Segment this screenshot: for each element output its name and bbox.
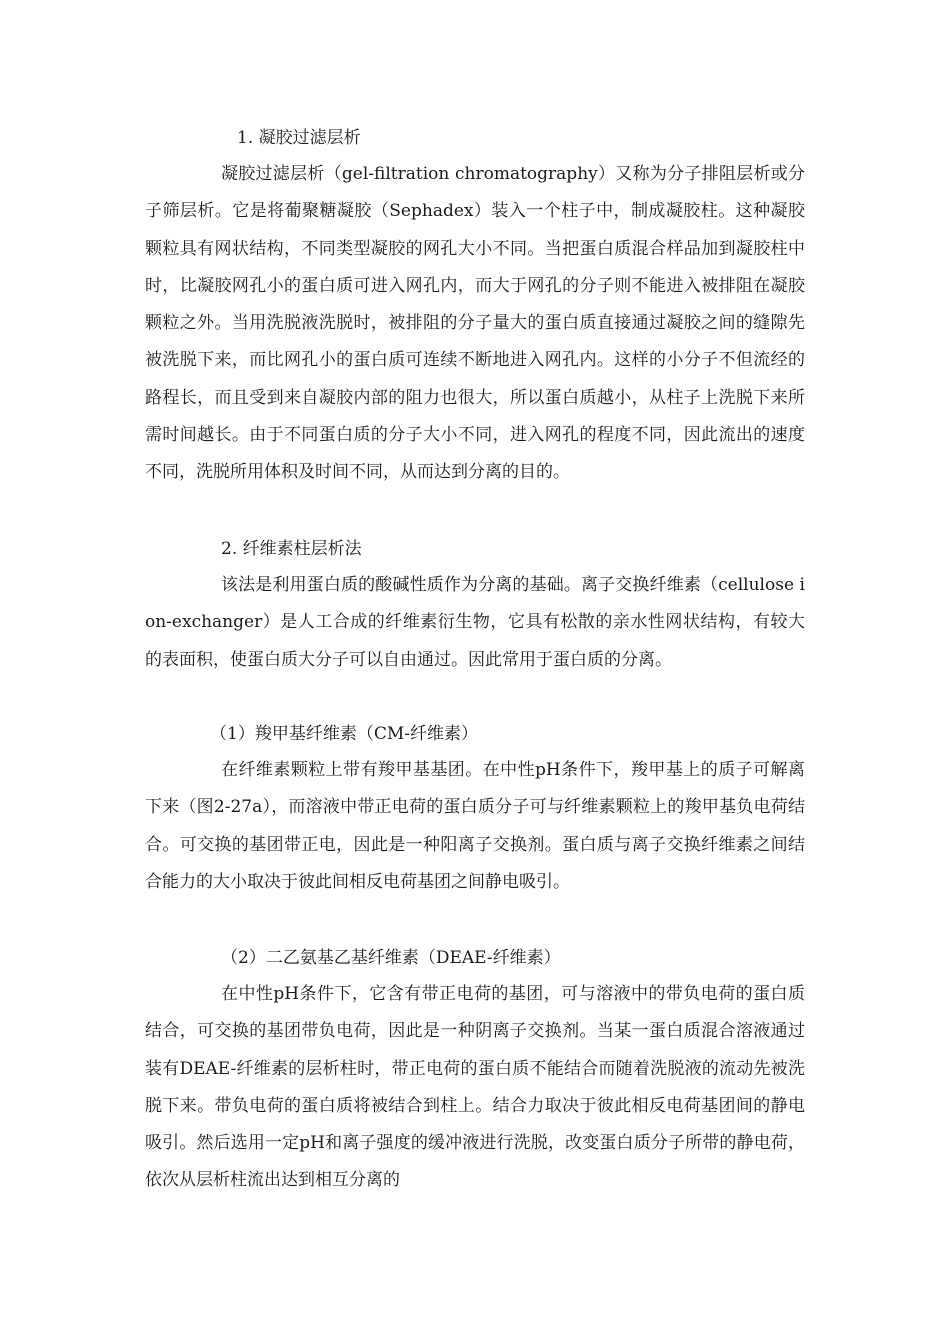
paragraph-gel-filtration: 凝胶过滤层析（gel-filtration chromatography）又称为分子排阻层析或分子筛层析。它是将葡聚糖凝胶（Sephadex）装入一个柱子中，制成凝胶柱。这种凝胶颗粒具有网状结构，不同类型凝胶的网孔大小不同。当把蛋白质混合样品加到凝胶柱中时，比凝胶网孔小的蛋白质可进入网孔内，而大于网孔的分子则不能进入被排阻在凝胶颗粒之外。当用洗脱液洗脱时，被排阻的分子量大的蛋白质直接通过凝胶之间的缝隙先被洗脱下来，而比网孔小的蛋白质可连续不断地进入网孔内。这样的小分子不但流经的路程长，而且受到来自凝胶内部的阻力也很大，所以蛋白质越小，从柱子上洗脱下来所需时间越长。由于不同蛋白质的分子大小不同，进入网孔的程度不同，因此流出的速度不同，洗脱所用体积及时间不同，从而达到分离的目的。 (145, 164, 805, 483)
section-heading-cellulose-column: 2. 纤维素柱层析法 (221, 539, 362, 559)
section-heading-cm-cellulose: （1）羧甲基纤维素（CM-纤维素） (210, 724, 478, 744)
paragraph-cellulose-column: 该法是利用蛋白质的酸碱性质作为分离的基础。离子交换纤维素（cellulose ion-exchanger）是人工合成的纤维素衍生物，它具有松散的亲水性网状结构，有较大的表面积，使蛋白质大分子可以自由通过。因此常用于蛋白质的分离。 (145, 575, 805, 670)
paragraph-cm-cellulose: 在纤维素颗粒上带有羧甲基基团。在中性pH条件下，羧甲基上的质子可解离下来（图2-27a），而溶液中带正电荷的蛋白质分子可与纤维素颗粒上的羧甲基负电荷结合。可交换的基团带正电，因此是一种阳离子交换剂。蛋白质与离子交换纤维素之间结合能力的大小取决于彼此间相反电荷基团之间静电吸引。 (145, 760, 805, 892)
section-heading-deae-cellulose: （2）二乙氨基乙基纤维素（DEAE-纤维素） (221, 948, 561, 968)
paragraph-deae-cellulose: 在中性pH条件下，它含有带正电荷的基团，可与溶液中的带负电荷的蛋白质结合，可交换的基团带负电荷，因此是一种阴离子交换剂。当某一蛋白质混合溶液通过装有DEAE-纤维素的层析柱时，带正电荷的蛋白质不能结合而随着洗脱液的流动先被洗脱下来。带负电荷的蛋白质将被结合到柱上。结合力取决于彼此相反电荷基团间的静电吸引。然后选用一定pH和离子强度的缓冲液进行洗脱，改变蛋白质分子所带的静电荷，依次从层析柱流出达到相互分离的 (145, 984, 805, 1191)
section-heading-gel-filtration: 1. 凝胶过滤层析 (237, 128, 361, 148)
